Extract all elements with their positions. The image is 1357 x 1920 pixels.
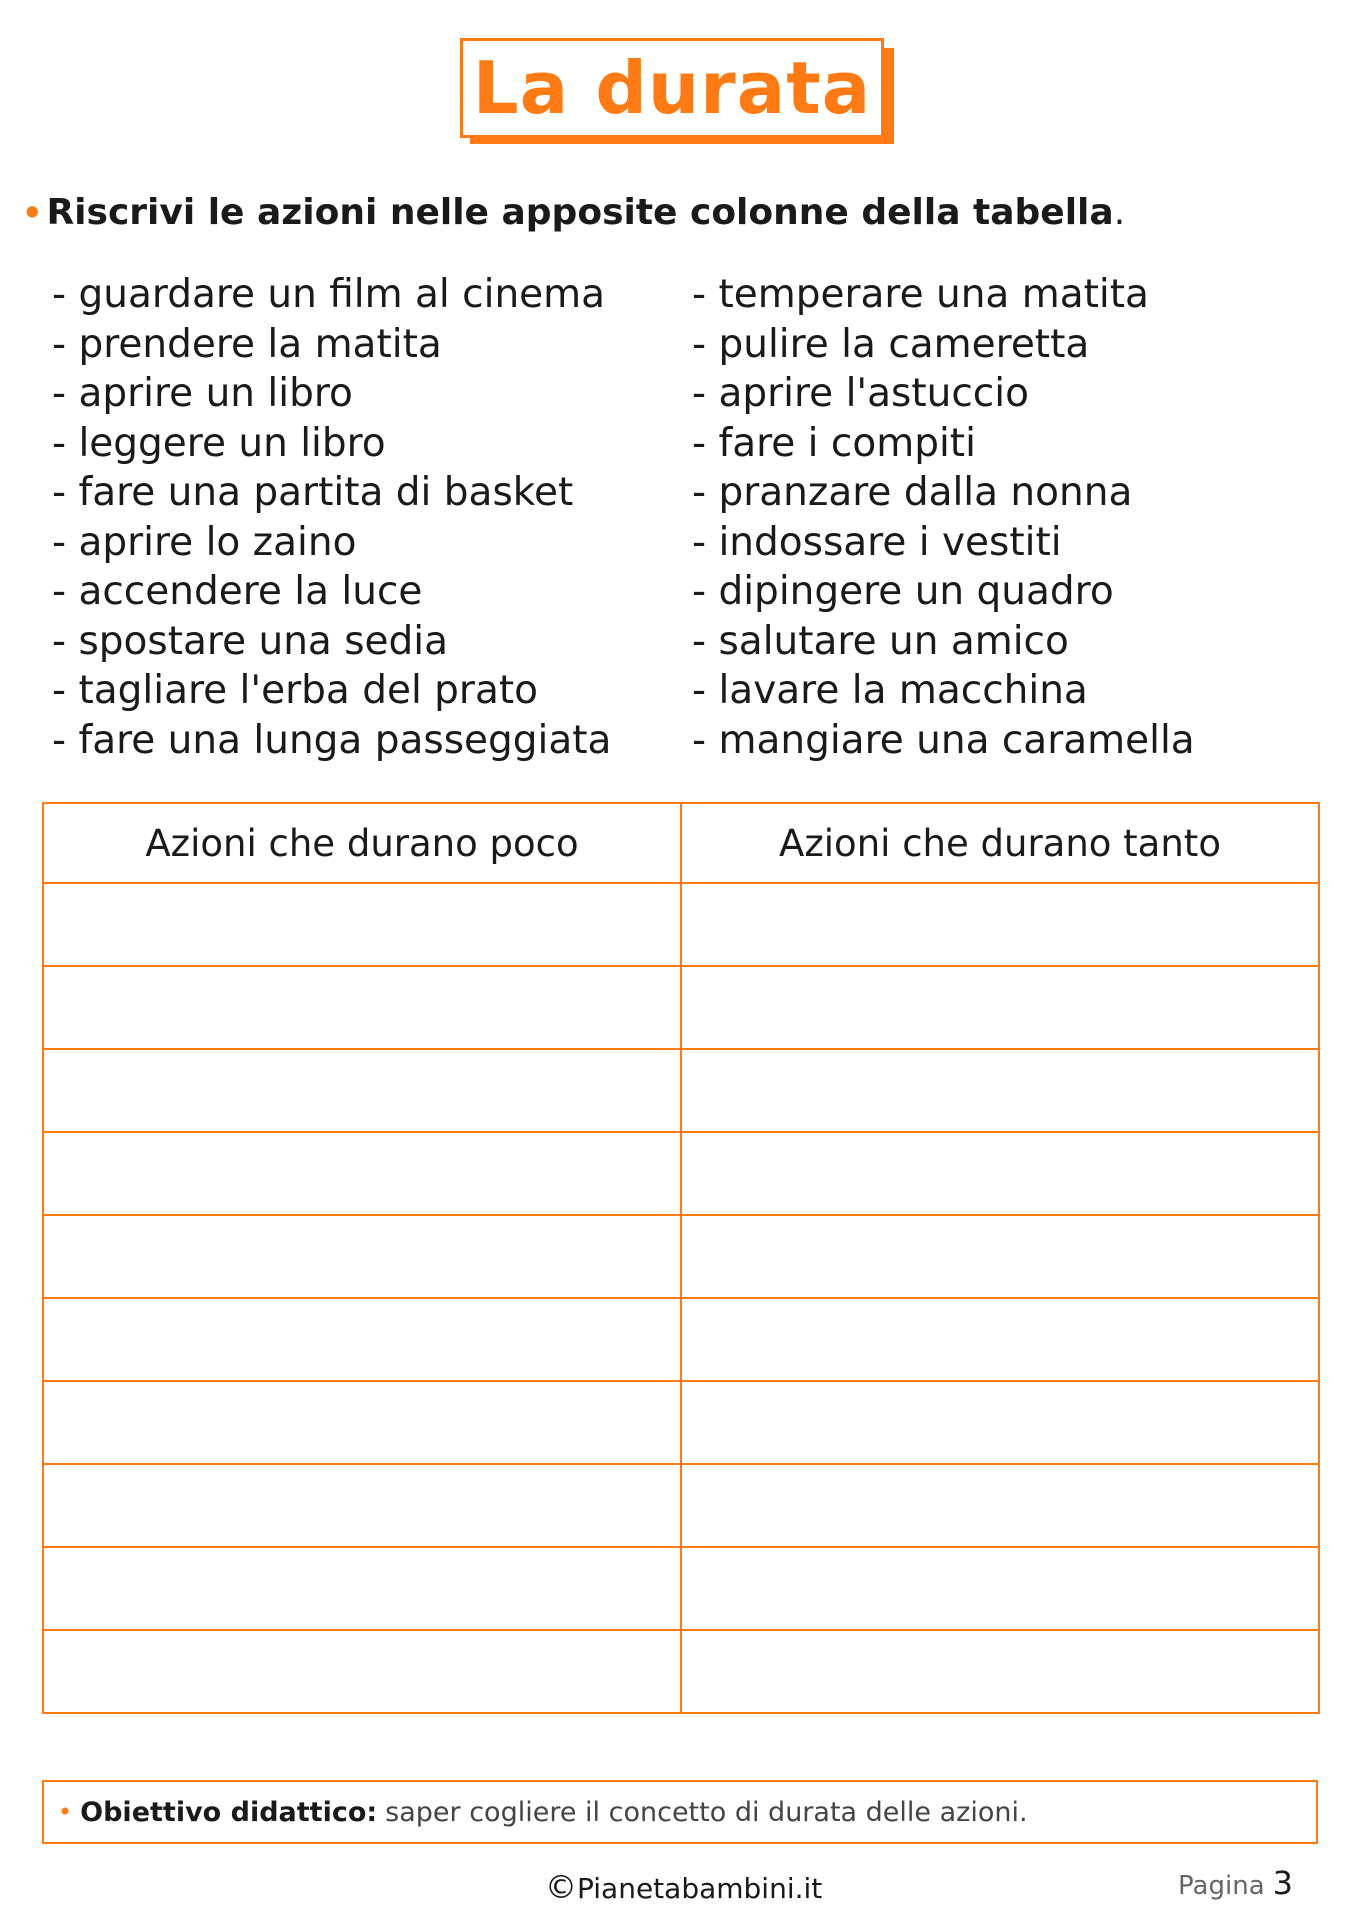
answer-cell-long[interactable] (681, 1132, 1319, 1215)
bullet-icon: • (22, 194, 43, 232)
page-label: Pagina (1178, 1871, 1265, 1901)
table-header-row (43, 803, 1319, 883)
answer-cell-long[interactable] (681, 1381, 1319, 1464)
list-item: - pulire la cameretta (692, 321, 1090, 367)
table-row (43, 1381, 1319, 1464)
answer-cell-short[interactable] (43, 1215, 681, 1298)
list-item: - tagliare l'erba del prato (52, 668, 539, 713)
table-row (43, 883, 1319, 966)
list-item: - guardare un film al cinema (52, 272, 606, 317)
column-header-short: Azioni che durano poco (43, 803, 681, 883)
list-item: - spostare una sedia (52, 618, 449, 664)
answer-cell-long[interactable] (681, 1049, 1319, 1132)
list-item: - leggere un libro (52, 420, 386, 466)
brand-name: Pianetabambini.it (577, 1872, 823, 1905)
answer-cell-short[interactable] (43, 1547, 681, 1630)
list-item: - indossare i vestiti (692, 519, 1062, 565)
instruction (22, 192, 1125, 233)
answer-cell-long[interactable] (681, 1630, 1319, 1713)
table-row (43, 1547, 1319, 1630)
list-item: - fare una lunga passeggiata (52, 717, 612, 763)
sorting-table (42, 802, 1320, 1714)
table-row (43, 966, 1319, 1049)
objective-box (42, 1780, 1318, 1844)
page-number (1178, 1864, 1293, 1902)
title-block (460, 38, 898, 148)
list-item: - fare una partita di basket (52, 470, 574, 515)
list-item: - aprire l'astuccio (692, 371, 1029, 416)
list-item: - accendere la luce (52, 569, 423, 614)
answer-cell-short[interactable] (43, 1381, 681, 1464)
instruction-text: Riscrivi le azioni nelle apposite colonne della tabella (46, 192, 1114, 233)
page-title: La durata (472, 46, 872, 130)
table-row (43, 1630, 1319, 1713)
list-item: - aprire un libro (52, 371, 353, 416)
table-row (43, 1132, 1319, 1215)
list-item: - aprire lo zaino (52, 519, 357, 565)
list-item: - fare i compiti (692, 420, 976, 466)
answer-cell-short[interactable] (43, 1464, 681, 1547)
objective-text: saper cogliere il concetto di durata delle azioni. (385, 1796, 1028, 1828)
list-item: - mangiare una caramella (692, 717, 1195, 763)
table-row (43, 1049, 1319, 1132)
list-item: - dipingere un quadro (692, 569, 1114, 614)
title-box (460, 38, 884, 138)
sorting-table-wrap (42, 802, 1320, 1714)
footer-brand (545, 1868, 822, 1906)
answer-cell-long[interactable] (681, 1298, 1319, 1381)
list-item: - lavare la macchina (692, 668, 1088, 713)
answer-cell-long[interactable] (681, 1464, 1319, 1547)
answer-cell-short[interactable] (43, 1630, 681, 1713)
answer-cell-short[interactable] (43, 1132, 681, 1215)
copyright-icon: © (545, 1868, 577, 1906)
table-body (43, 883, 1319, 1713)
table-row (43, 1464, 1319, 1547)
column-header-long: Azioni che durano tanto (681, 803, 1319, 883)
list-item: - salutare un amico (692, 618, 1069, 664)
bullet-icon: • (58, 1798, 73, 1826)
table-row (43, 1298, 1319, 1381)
page-number-value: 3 (1272, 1864, 1293, 1902)
answer-cell-long[interactable] (681, 883, 1319, 966)
answer-cell-short[interactable] (43, 1049, 681, 1132)
answer-cell-long[interactable] (681, 1547, 1319, 1630)
list-item: - temperare una matita (692, 272, 1149, 317)
table-row (43, 1215, 1319, 1298)
answer-cell-long[interactable] (681, 966, 1319, 1049)
answer-cell-short[interactable] (43, 966, 681, 1049)
list-item: - prendere la matita (52, 321, 442, 367)
instruction-period: . (1113, 192, 1126, 233)
answer-cell-long[interactable] (681, 1215, 1319, 1298)
answer-cell-short[interactable] (43, 1298, 681, 1381)
answer-cell-short[interactable] (43, 883, 681, 966)
actions-list-left (52, 270, 611, 765)
list-item: - pranzare dalla nonna (692, 470, 1133, 515)
actions-list-right (692, 270, 1195, 765)
objective-label: Obiettivo didattico: (80, 1796, 378, 1828)
